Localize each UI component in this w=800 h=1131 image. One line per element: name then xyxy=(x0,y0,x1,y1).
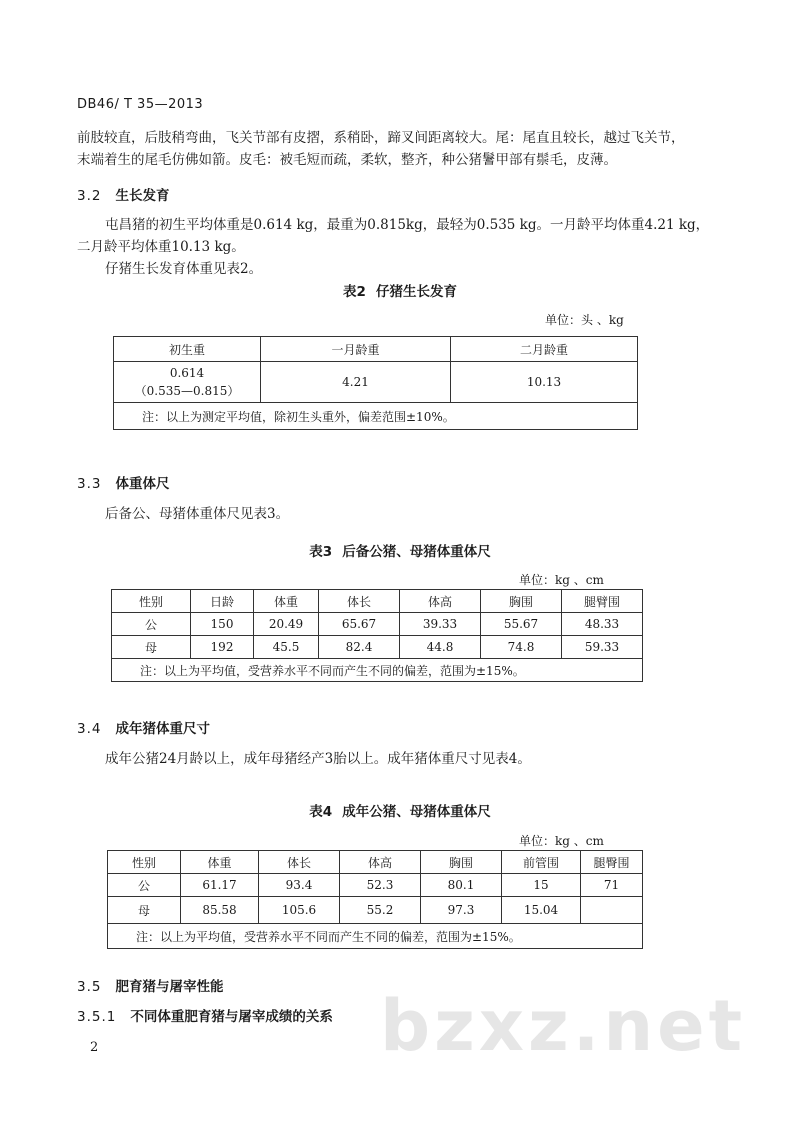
table3-unit: 单位：kg 、cm xyxy=(519,573,604,587)
table-cell: 55.2 xyxy=(340,897,421,924)
section-number: 3.4 xyxy=(77,721,102,737)
table-cell: 71 xyxy=(581,874,643,897)
table-row xyxy=(108,897,643,924)
section-3-3-paragraph: 后备公、母猪体重体尺见表3。 xyxy=(105,506,290,522)
table2-unit: 单位：头 、kg xyxy=(545,313,624,327)
section-title: 不同体重肥育猪与屠宰成绩的关系 xyxy=(130,1009,333,1025)
section-number: 3.5.1 xyxy=(77,1009,117,1025)
table-cell: 20.49 xyxy=(254,613,319,636)
table-row xyxy=(112,613,643,636)
table-header-cell: 初生重 xyxy=(114,337,261,362)
section-number: 3.5 xyxy=(77,979,102,995)
table-cell: 61.17 xyxy=(181,874,259,897)
intro-paragraph xyxy=(77,127,737,171)
intro-line-2: 末端着生的尾毛仿佛如箭。皮毛：被毛短而疏，柔软，整齐，种公猪鬐甲部有鬃毛，皮薄。 xyxy=(77,152,617,168)
watermark: bzxz.net xyxy=(380,985,747,1067)
table-header-cell: 性别 xyxy=(112,590,191,613)
table-note-row xyxy=(112,659,643,682)
section-title: 体重体尺 xyxy=(115,476,170,492)
table2 xyxy=(113,336,638,430)
table-cell: 48.33 xyxy=(562,613,643,636)
table-cell: 59.33 xyxy=(562,636,643,659)
table-cell: 44.8 xyxy=(400,636,481,659)
table-cell: 150 xyxy=(191,613,254,636)
table-row xyxy=(114,362,638,403)
section-3-4-heading xyxy=(77,717,210,737)
table-cell: 母 xyxy=(112,636,191,659)
birth-weight-range: （0.535—0.815） xyxy=(134,384,240,398)
table-cell: 公 xyxy=(108,874,181,897)
s32-line-1: 屯昌猪的初生平均体重是0.614 kg，最重为0.815kg，最轻为0.535 kg。一月龄平均体重4.21 kg， xyxy=(105,217,710,233)
section-3-4-paragraph: 成年公猪24月龄以上，成年母猪经产3胎以上。成年猪体重尺寸见表4。 xyxy=(105,751,531,767)
table-header-cell: 胸围 xyxy=(481,590,562,613)
table-cell: 65.67 xyxy=(319,613,400,636)
table-cell xyxy=(581,897,643,924)
section-3-5-heading xyxy=(77,975,223,995)
table-header-cell: 一月龄重 xyxy=(261,337,451,362)
table-note: 注：以上为平均值，受营养水平不同而产生不同的偏差，范围为±15%。 xyxy=(108,924,643,949)
table-header-cell: 体高 xyxy=(400,590,481,613)
table-header-cell: 日龄 xyxy=(191,590,254,613)
table-cell: 105.6 xyxy=(259,897,340,924)
document-header: DB46/ T 35—2013 xyxy=(77,97,204,112)
section-title: 肥育猪与屠宰性能 xyxy=(115,979,224,995)
table-cell: 39.33 xyxy=(400,613,481,636)
table-header-cell: 腿臀围 xyxy=(581,851,643,874)
table-header-cell: 体重 xyxy=(181,851,259,874)
table4-label: 表4 xyxy=(309,804,333,820)
table4 xyxy=(107,850,643,949)
birth-weight-mean: 0.614 xyxy=(169,366,205,380)
table-header-cell: 体长 xyxy=(319,590,400,613)
table-cell: 10.13 xyxy=(451,362,638,403)
s32-line-2: 二月龄平均体重10.13 kg。 xyxy=(77,239,245,255)
table3-label: 表3 xyxy=(309,544,333,560)
table3-title: 后备公猪、母猪体重体尺 xyxy=(342,544,491,560)
table-row xyxy=(112,636,643,659)
table-cell: 母 xyxy=(108,897,181,924)
section-title: 生长发育 xyxy=(115,188,170,204)
table2-caption xyxy=(0,280,800,300)
table2-label: 表2 xyxy=(343,284,366,300)
table-cell: 15 xyxy=(502,874,581,897)
table-header-cell: 体高 xyxy=(340,851,421,874)
table-note-row xyxy=(108,924,643,949)
table4-unit: 单位：kg 、cm xyxy=(519,834,604,848)
section-3-2-heading xyxy=(77,184,169,204)
table-cell: 52.3 xyxy=(340,874,421,897)
table-cell: 45.5 xyxy=(254,636,319,659)
table-header-row xyxy=(114,337,638,362)
table-header-row xyxy=(112,590,643,613)
table-cell: 192 xyxy=(191,636,254,659)
table-cell: 97.3 xyxy=(421,897,502,924)
table-header-cell: 体长 xyxy=(259,851,340,874)
table4-caption xyxy=(0,800,800,820)
s32-line-3: 仔猪生长发育体重见表2。 xyxy=(105,261,263,277)
table-header-cell: 胸围 xyxy=(421,851,502,874)
page-number: 2 xyxy=(90,1040,99,1055)
table-cell: 55.67 xyxy=(481,613,562,636)
table-cell: 93.4 xyxy=(259,874,340,897)
table-note: 注：以上为测定平均值，除初生头重外，偏差范围±10%。 xyxy=(114,403,638,430)
table3 xyxy=(111,589,643,682)
section-3-5-1-heading xyxy=(77,1005,333,1025)
table-note-row xyxy=(114,403,638,430)
table2-title: 仔猪生长发育 xyxy=(375,284,457,300)
section-title: 成年猪体重尺寸 xyxy=(115,721,210,737)
intro-line-1: 前肢较直，后肢稍弯曲，飞关节部有皮摺，系稍卧，蹄叉间距离较大。尾：尾直且较长，越过飞关节， xyxy=(77,130,685,146)
table-cell: 15.04 xyxy=(502,897,581,924)
table-cell xyxy=(114,362,261,403)
table-cell: 82.4 xyxy=(319,636,400,659)
section-number: 3.2 xyxy=(77,188,102,204)
table-header-cell: 前管围 xyxy=(502,851,581,874)
table4-title: 成年公猪、母猪体重体尺 xyxy=(342,804,491,820)
table-header-cell: 性别 xyxy=(108,851,181,874)
table-row xyxy=(108,874,643,897)
section-3-3-heading xyxy=(77,472,169,492)
table-note: 注：以上为平均值，受营养水平不同而产生不同的偏差，范围为±15%。 xyxy=(112,659,643,682)
table-cell: 85.58 xyxy=(181,897,259,924)
table-header-cell: 腿臂围 xyxy=(562,590,643,613)
table-header-cell: 体重 xyxy=(254,590,319,613)
table-header-cell: 二月龄重 xyxy=(451,337,638,362)
section-number: 3.3 xyxy=(77,476,102,492)
table-header-row xyxy=(108,851,643,874)
table-cell: 公 xyxy=(112,613,191,636)
table-cell: 4.21 xyxy=(261,362,451,403)
table-cell: 74.8 xyxy=(481,636,562,659)
section-3-2-paragraph xyxy=(77,214,737,280)
table-cell: 80.1 xyxy=(421,874,502,897)
table3-caption xyxy=(0,540,800,560)
